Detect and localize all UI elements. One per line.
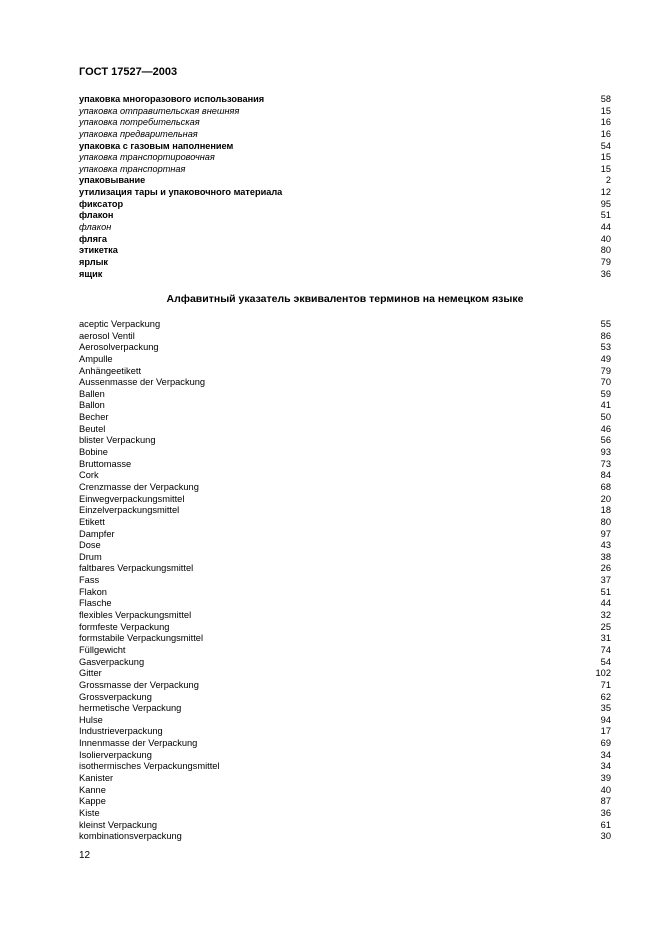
index-entry	[79, 94, 611, 106]
index-term: Aussenmasse der Verpackung	[79, 377, 206, 388]
index-page-ref: 34	[600, 761, 611, 772]
index-page-ref: 93	[600, 447, 611, 458]
index-page-ref: 15	[600, 105, 611, 116]
index-term: этикетка	[79, 245, 118, 256]
index-entry	[79, 761, 611, 773]
index-entry	[79, 738, 611, 750]
index-page-ref: 70	[600, 377, 611, 388]
index-entry	[79, 726, 611, 738]
index-entry	[79, 459, 611, 471]
index-entry	[79, 435, 611, 447]
index-page-ref: 31	[600, 633, 611, 644]
index-term: Einzelverpackungsmittel	[79, 505, 180, 516]
index-term: kleinst Verpackung	[79, 819, 158, 830]
index-entry	[79, 117, 611, 129]
index-page-ref: 38	[600, 551, 611, 562]
index-page-ref: 26	[600, 563, 611, 574]
index-page-ref: 16	[600, 128, 611, 139]
index-page-ref: 36	[600, 807, 611, 818]
index-page-ref: 51	[600, 586, 611, 597]
index-term: упаковка транспортировочная	[79, 152, 215, 163]
index-term: aceptic Verpackung	[79, 319, 161, 329]
index-page-ref: 18	[600, 505, 611, 516]
index-term: Kanne	[79, 784, 106, 795]
index-page-ref: 40	[600, 784, 611, 795]
index-entry	[79, 657, 611, 669]
index-term: faltbares Verpackungsmittel	[79, 563, 194, 574]
index-entry	[79, 820, 611, 832]
index-term: Einwegverpackungsmittel	[79, 493, 185, 504]
index-page-ref: 35	[600, 703, 611, 714]
index-entry	[79, 692, 611, 704]
index-entry	[79, 773, 611, 785]
index-term: Industrieverpackung	[79, 726, 163, 737]
index-term: Kiste	[79, 807, 100, 818]
index-term: Aerosolverpackung	[79, 342, 159, 353]
index-term: Füllgewicht	[79, 644, 126, 655]
index-page-ref: 86	[600, 330, 611, 341]
index-term: Beutel	[79, 423, 106, 434]
index-term: Cork	[79, 470, 99, 481]
index-page-ref: 59	[600, 388, 611, 399]
index-page-ref: 49	[600, 353, 611, 364]
index-entry	[79, 164, 611, 176]
index-term: Flasche	[79, 598, 112, 609]
index-term: kombinationsverpackung	[79, 831, 182, 842]
index-page-ref: 32	[600, 610, 611, 621]
index-page-ref: 79	[600, 365, 611, 376]
index-page-ref: 79	[600, 256, 611, 267]
index-term: hermetische Verpackung	[79, 703, 182, 714]
index-entry	[79, 470, 611, 482]
index-term: Gasverpackung	[79, 656, 145, 667]
index-page-ref: 25	[600, 621, 611, 632]
index-entry	[79, 750, 611, 762]
german-term-list	[79, 319, 611, 843]
index-term: Dampfer	[79, 528, 115, 539]
index-page-ref: 62	[600, 691, 611, 702]
index-page-ref: 61	[600, 819, 611, 830]
index-page-ref: 74	[600, 644, 611, 655]
index-term: упаковка предварительная	[79, 128, 198, 139]
index-page-ref: 68	[600, 481, 611, 492]
index-entry	[79, 622, 611, 634]
index-entry	[79, 645, 611, 657]
index-page-ref: 54	[600, 656, 611, 667]
index-page-ref: 87	[600, 796, 611, 807]
index-entry	[79, 210, 611, 222]
index-entry	[79, 715, 611, 727]
index-entry	[79, 342, 611, 354]
index-entry	[79, 129, 611, 141]
index-page-ref: 71	[600, 679, 611, 690]
index-entry	[79, 575, 611, 587]
index-term: Bobine	[79, 447, 108, 458]
index-term: flexibles Verpackungsmittel	[79, 610, 192, 621]
index-entry	[79, 785, 611, 797]
index-page-ref: 41	[600, 400, 611, 411]
index-entry	[79, 424, 611, 436]
index-page-ref: 44	[600, 222, 611, 233]
index-term: упаковка отправительская внешняя	[79, 105, 240, 116]
index-page-ref: 43	[600, 540, 611, 551]
index-entry	[79, 222, 611, 234]
document-header: ГОСТ 17527—2003	[79, 66, 178, 78]
index-term: Innenmasse der Verpackung	[79, 738, 198, 749]
index-page-ref: 54	[600, 140, 611, 151]
index-page-ref: 37	[600, 575, 611, 586]
index-term: blister Verpackung	[79, 435, 156, 446]
index-entry	[79, 175, 611, 187]
index-entry	[79, 505, 611, 517]
index-entry	[79, 598, 611, 610]
index-term: Flakon	[79, 586, 107, 597]
index-entry	[79, 517, 611, 529]
index-page-ref: 16	[600, 117, 611, 128]
index-entry	[79, 587, 611, 599]
index-entry	[79, 680, 611, 692]
index-page-ref: 51	[600, 210, 611, 221]
index-term: formfeste Verpackung	[79, 621, 170, 632]
index-page-ref: 53	[600, 342, 611, 353]
index-term: Fass	[79, 575, 100, 586]
index-term: Gitter	[79, 668, 102, 679]
index-term: ярлык	[79, 256, 109, 267]
index-entry	[79, 808, 611, 820]
index-page-ref: 12	[600, 187, 611, 198]
index-term: фиксатор	[79, 198, 124, 209]
index-entry	[79, 529, 611, 541]
index-page-ref: 2	[605, 175, 611, 186]
index-term: Crenzmasse der Verpackung	[79, 481, 199, 492]
index-term: Etikett	[79, 516, 105, 527]
index-page-ref: 94	[600, 714, 611, 725]
index-page-ref: 36	[600, 268, 611, 279]
page-number: 12	[79, 850, 91, 861]
index-page-ref: 20	[600, 493, 611, 504]
index-term: Becher	[79, 412, 109, 423]
index-entry	[79, 633, 611, 645]
index-entry	[79, 331, 611, 343]
index-entry	[79, 269, 611, 281]
index-term: упаковка транспортная	[79, 163, 186, 174]
index-entry	[79, 703, 611, 715]
index-page-ref: 15	[600, 152, 611, 163]
index-term: aerosol Ventil	[79, 330, 135, 341]
index-entry	[79, 610, 611, 622]
index-term: Kanister	[79, 772, 114, 783]
index-entry	[79, 141, 611, 153]
index-term: Drum	[79, 551, 102, 562]
index-entry	[79, 354, 611, 366]
index-page-ref: 17	[600, 726, 611, 737]
index-term: Ampulle	[79, 353, 113, 364]
index-entry	[79, 412, 611, 424]
index-entry	[79, 187, 611, 199]
index-entry	[79, 377, 611, 389]
index-term: Ballen	[79, 388, 105, 399]
index-term: Isolierverpackung	[79, 749, 152, 760]
index-term: флакон	[79, 222, 112, 233]
index-term: Bruttomasse	[79, 458, 132, 469]
index-page-ref: 34	[600, 749, 611, 760]
russian-term-list	[79, 94, 611, 280]
index-term: упаковка многоразового использования	[79, 94, 265, 104]
index-entry	[79, 482, 611, 494]
index-page-ref: 84	[600, 470, 611, 481]
index-entry	[79, 366, 611, 378]
index-page-ref: 58	[600, 94, 611, 104]
index-entry	[79, 668, 611, 680]
index-entry	[79, 106, 611, 118]
index-entry	[79, 552, 611, 564]
index-term: фляга	[79, 233, 107, 244]
index-entry	[79, 831, 611, 843]
index-page-ref: 15	[600, 163, 611, 174]
index-entry	[79, 540, 611, 552]
index-entry	[79, 563, 611, 575]
index-term: Anhängeetikett	[79, 365, 142, 376]
index-page-ref: 55	[600, 319, 611, 329]
index-entry	[79, 152, 611, 164]
index-entry	[79, 319, 611, 331]
index-entry	[79, 199, 611, 211]
index-term: упаковка с газовым наполнением	[79, 140, 234, 151]
index-page-ref: 50	[600, 412, 611, 423]
index-entry	[79, 245, 611, 257]
index-page-ref: 30	[600, 831, 611, 842]
index-term: утилизация тары и упаковочного материала	[79, 187, 283, 198]
index-term: formstabile Verpackungsmittel	[79, 633, 204, 644]
index-term: упаковка потребительская	[79, 117, 200, 128]
index-term: Ballon	[79, 400, 105, 411]
index-page-ref: 80	[600, 245, 611, 256]
index-term: Hulse	[79, 714, 103, 725]
index-term: Kappe	[79, 796, 106, 807]
index-entry	[79, 257, 611, 269]
index-entry	[79, 400, 611, 412]
section-title: Алфавитный указатель эквивалентов терминов на немецком языке	[166, 293, 524, 305]
index-term: isothermisches Verpackungsmittel	[79, 761, 220, 772]
index-page-ref: 97	[600, 528, 611, 539]
index-page-ref: 102	[595, 668, 611, 679]
index-term: Grossverpackung	[79, 691, 152, 702]
index-term: Dose	[79, 540, 101, 551]
index-term: упаковывание	[79, 175, 146, 186]
index-page-ref: 40	[600, 233, 611, 244]
index-entry	[79, 234, 611, 246]
index-entry	[79, 796, 611, 808]
index-term: флакон	[79, 210, 114, 221]
index-term: ящик	[79, 268, 103, 279]
index-page-ref: 69	[600, 738, 611, 749]
index-page-ref: 46	[600, 423, 611, 434]
index-entry	[79, 389, 611, 401]
index-page-ref: 39	[600, 772, 611, 783]
index-page-ref: 56	[600, 435, 611, 446]
index-entry	[79, 494, 611, 506]
index-page-ref: 44	[600, 598, 611, 609]
index-entry	[79, 447, 611, 459]
index-page-ref: 80	[600, 516, 611, 527]
index-page-ref: 95	[600, 198, 611, 209]
index-page-ref: 73	[600, 458, 611, 469]
index-term: Grossmasse der Verpackung	[79, 679, 199, 690]
